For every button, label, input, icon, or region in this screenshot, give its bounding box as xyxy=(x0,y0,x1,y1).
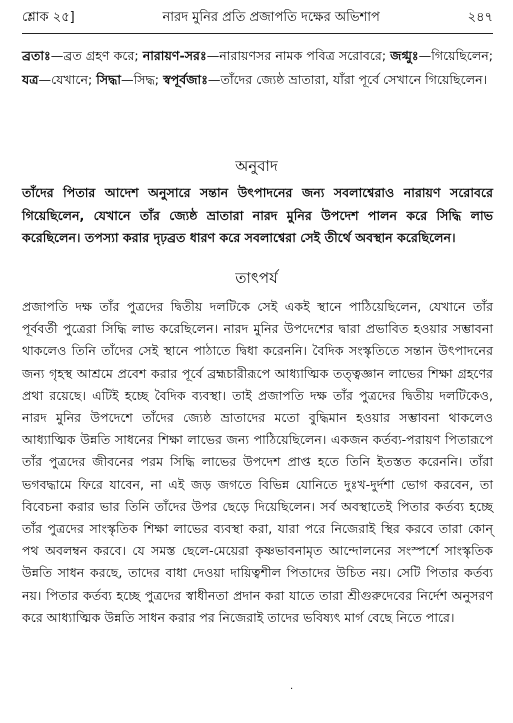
synonyms-paragraph xyxy=(22,44,493,92)
synonym-meaning: —নারায়ণসর নামক পবিত্র সরোবরে; xyxy=(206,48,387,63)
print-dot-mark: · xyxy=(290,684,294,695)
synonym-meaning: —সিদ্ধ; xyxy=(121,72,160,87)
translation-paragraph: তাঁদের পিতার আদেশ অনুসারে সন্তান উৎপাদনের জন্য সবলাশ্বেরাও নারায়ণ সরোবরে গিয়েছিলেন, যেখানে তাঁর জ্যেষ্ঠ ভ্রাতারা নারদ মুনির উপদেশ পালন করে সিদ্ধি লাভ করেছিলেন। তপস্যা করার দৃঢ়ব্রত ধারণ করে সবলাশ্বেরা সেই তীর্থে অবস্থান করেছিলেন। xyxy=(22,185,493,245)
synonym-word: নারায়ণ-সরঃ xyxy=(142,48,207,63)
synonym-meaning: —যেখানে; xyxy=(38,72,93,87)
synonym-word: ব্রতাঃ xyxy=(22,48,51,63)
page-number: ২৪৭ xyxy=(467,9,493,25)
synonym-word: সিদ্ধা xyxy=(96,72,122,87)
header-rule xyxy=(22,33,493,34)
running-header xyxy=(22,8,493,28)
synonym-word: যত্র xyxy=(22,72,39,87)
translation-heading: অনুবাদ xyxy=(235,157,278,175)
synonym-meaning: —তাঁদের জ্যেষ্ঠ ভ্রাতারা, যাঁরা পূর্বে সেখানে গিয়েছিলেন। xyxy=(207,72,488,87)
synonym-word: স্বপূর্বজাঃ xyxy=(163,72,208,87)
verse-number: শ্লোক ২৫] xyxy=(22,9,75,25)
synonym-meaning: —গিয়েছিলেন; xyxy=(418,48,493,63)
synonym-meaning: —ব্রত গ্রহণ করে; xyxy=(50,48,139,63)
chapter-title: নারদ মুনির প্রতি প্রজাপতি দক্ষের অভিশাপ xyxy=(162,9,380,25)
purport-heading: তাৎপর্য xyxy=(235,269,278,287)
purport-paragraph: প্রজাপতি দক্ষ তাঁর পুত্রদের দ্বিতীয় দলটিকে সেই একই স্থানে পাঠিয়েছিলেন, যেখানে তাঁর পূর্ববর্তী পুত্রেরা সিদ্ধি লাভ করেছিলেন। নারদ মুনির উপদেশের দ্বারা প্রভাবিত হওয়ার সম্ভাবনা থাকলেও তিনি তাঁদের সেই স্থানে পাঠাতে দ্বিধা করেননি। বৈদিক সংস্কৃতিতে সন্তান উৎপাদনের জন্য গৃহস্থ আশ্রমে প্রবেশ করার পূর্বে ব্রহ্মচারীরূপে আধ্যাত্মিক তত্ত্বজ্ঞান লাভের শিক্ষা গ্রহণের প্রথা রয়েছে। এটিই হচ্ছে বৈদিক ব্যবস্থা। তাই প্রজাপতি দক্ষ তাঁর পুত্রদের দ্বিতীয় দলটিকেও, নারদ মুনির উপদেশে তাঁদের জ্যেষ্ঠ ভ্রাতাদের মতো বুদ্ধিমান হওয়ার সম্ভাবনা থাকলেও আধ্যাত্মিক উন্নতি সাধনের শিক্ষা লাভের জন্য পাঠিয়েছিলেন। একজন কর্তব্য-পরায়ণ পিতারূপে তাঁর পুত্রদের জীবনের পরম সিদ্ধি লাভের উপদেশ প্রাপ্ত হতে তিনি ইতস্তত করেননি। তাঁরা ভগবদ্ধামে ফিরে যাবেন, না এই জড় জগতে বিভিন্ন যোনিতে দুঃখ-দুর্দশা ভোগ করবেন, তা বিবেচনা করার ভার তিনি তাঁদের উপর ছেড়ে দিয়েছিলেন। সর্ব অবস্থাতেই পিতার কর্তব্য হচ্ছে তাঁর পুত্রদের সাংস্কৃতিক শিক্ষা লাভের ব্যবস্থা করা, যারা পরে নিজেরাই স্থির করবে তারা কোন্ পথ অবলম্বন করবে। যে সমস্ত ছেলে-মেয়েরা কৃষ্ণভাবনামৃত আন্দোলনের সংস্পর্শে সাংস্কৃতিক উন্নতি সাধন করছে, তাদের বাধা দেওয়া দায়িত্বশীল পিতাদের উচিত নয়। সেটি পিতার কর্তব্য নয়। পিতার কর্তব্য হচ্ছে পুত্রদের স্বাধীনতা প্রদান করা যাতে তারা শ্রীগুরুদেবের নির্দেশ অনুসরণ করে আধ্যাত্মিক উন্নতি সাধন করার পর নিজেরাই তাদের ভবিষ্যৎ মার্গ বেছে নিতে পারে। xyxy=(22,299,493,625)
synonym-word: জগ্মুঃ xyxy=(390,48,419,63)
